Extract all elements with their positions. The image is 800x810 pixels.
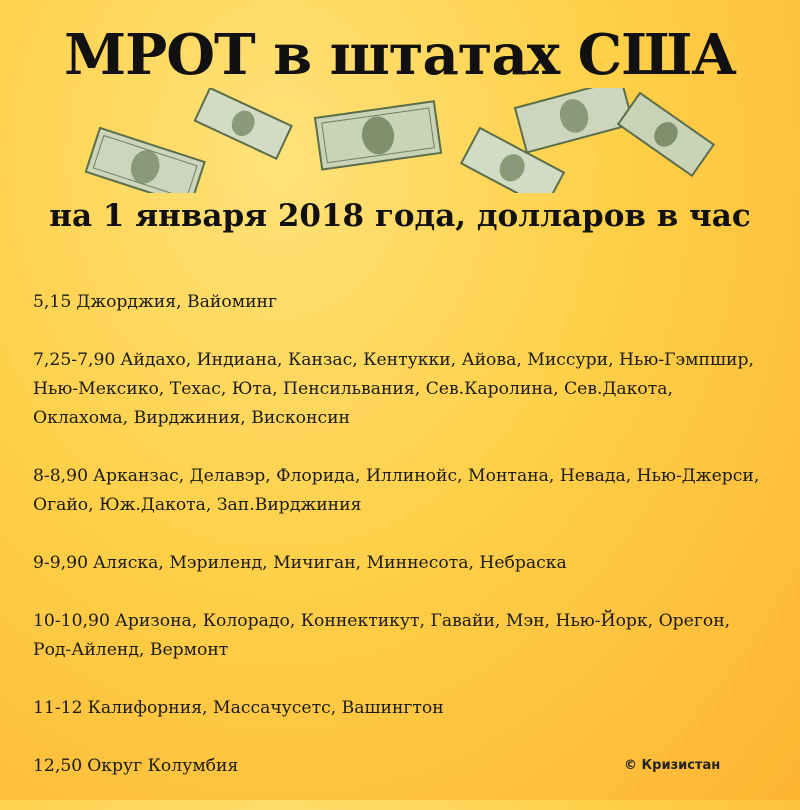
dollar-bill-icon [515, 88, 633, 152]
list-item [33, 549, 773, 578]
dollar-bill-icon [315, 101, 441, 169]
states-list: Калифорния, Массачусетс, Вашингтон [87, 698, 444, 718]
wage-range: 10-10,90 [33, 611, 110, 631]
dollar-bill-icon [86, 128, 205, 193]
wage-range: 7,25-7,90 [33, 350, 116, 370]
dollar-bill-icon [195, 88, 292, 159]
wage-range: 12,50 [33, 756, 83, 776]
states-list: Арканзас, Делавэр, Флорида, Иллинойс, Монтана, Невада, Нью-Джерси, Огайо, Юж.Дакота, Зап.Вирджиния [33, 466, 760, 515]
flying-money-illustration [60, 88, 740, 193]
page-subtitle: на 1 января 2018 года, долларов в час [49, 198, 751, 234]
dollar-bill-icon [618, 93, 714, 176]
source-credit: © Кризистан [624, 758, 721, 773]
list-item [33, 288, 773, 317]
list-item [33, 607, 773, 665]
wage-range: 8-8,90 [33, 466, 89, 486]
list-item [33, 694, 773, 723]
wage-range: 9-9,90 [33, 553, 89, 573]
wage-groups-list [33, 288, 773, 810]
list-item [33, 462, 773, 520]
states-list: Аляска, Мэриленд, Мичиган, Миннесота, Небраска [93, 553, 567, 573]
states-list: Айдахо, Индиана, Канзас, Кентукки, Айова, Миссури, Нью-Гэмпшир, Нью-Мексико, Техас, Юта, Пенсильвания, Сев.Каролина, Сев.Дакота, Оклахома, Вирджиния, Висконсин [33, 350, 754, 428]
wage-range: 5,15 [33, 292, 72, 312]
states-list: Джорджия, Вайоминг [76, 292, 278, 312]
states-list: Аризона, Колорадо, Коннектикут, Гавайи, Мэн, Нью-Йорк, Орегон, Род-Айленд, Вермонт [33, 611, 731, 660]
list-item [33, 346, 773, 433]
states-list: Округ Колумбия [87, 756, 239, 776]
wage-range: 11-12 [33, 698, 83, 718]
page-title: МРОТ в штатах США [64, 22, 736, 88]
